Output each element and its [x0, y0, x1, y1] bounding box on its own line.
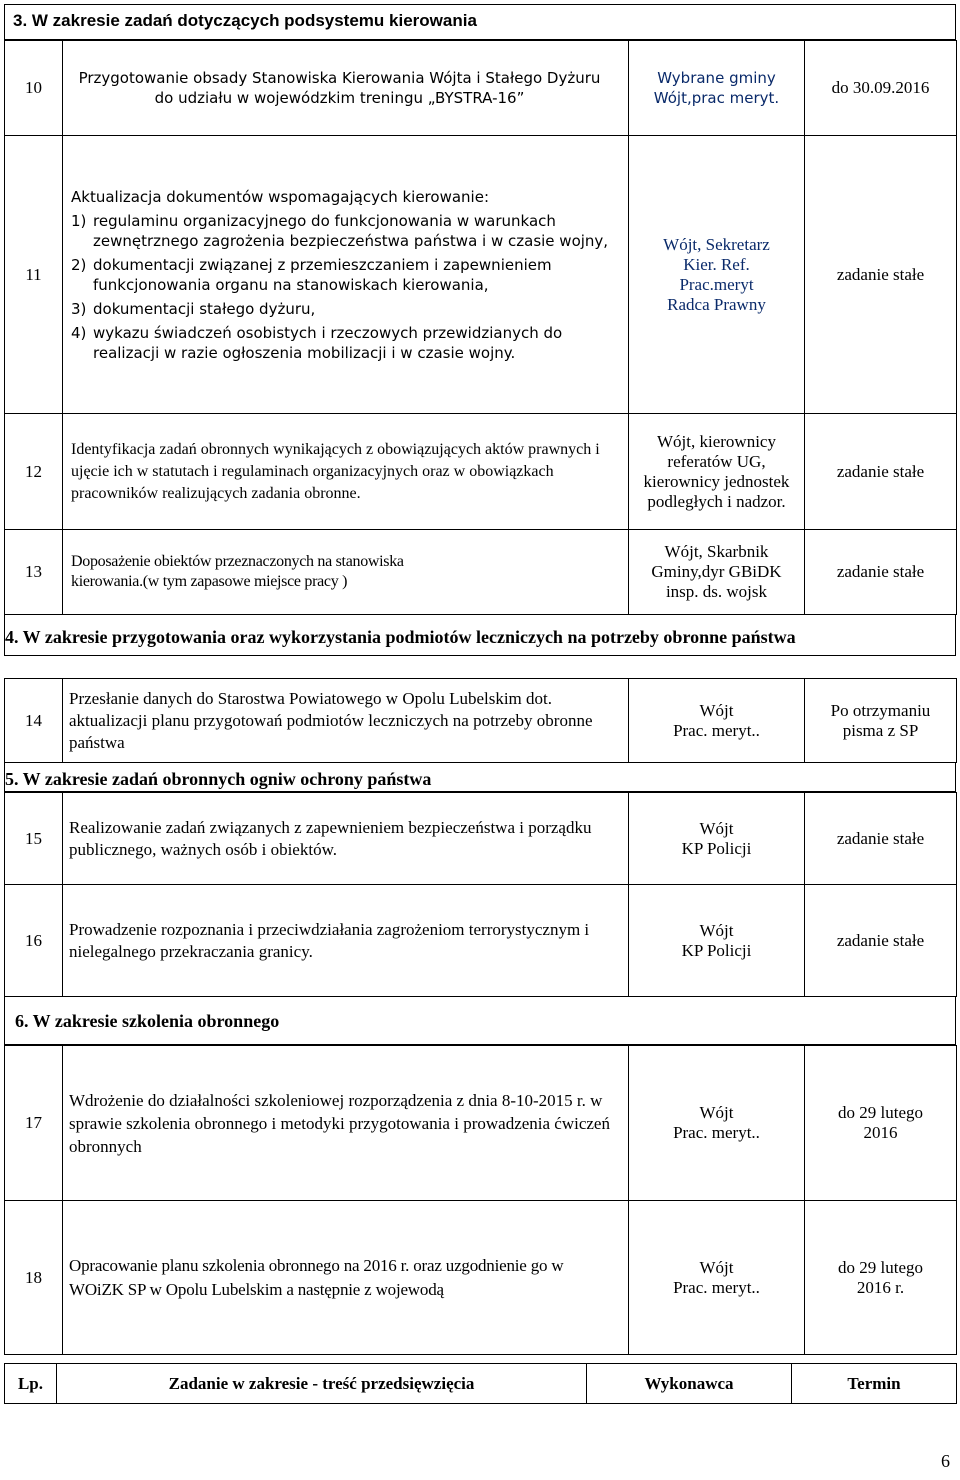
- footer-executor: Wykonawca: [587, 1364, 792, 1404]
- executor-cell: [629, 1046, 805, 1201]
- task-text: Identyfikacja zadań obronnych wynikających z obowiązujących aktów prawnych i ujęcie ich w statutach i regulaminach organizacyjnych oraz w obowiązkach pracowników realizujących zadania obronne.: [63, 414, 629, 530]
- task-text: Prowadzenie rozpoznania i przeciwdziałania zagrożeniom terrorystycznym i nielegalnego przekraczania granicy.: [63, 885, 629, 997]
- section-4-table: [4, 678, 957, 763]
- row-number: 12: [5, 414, 63, 530]
- executor-line: referatów UG,: [667, 451, 766, 471]
- executor-line: Prac. meryt..: [673, 1277, 760, 1297]
- executor-line: Wójt: [699, 1257, 734, 1277]
- executor-line: Wójt, Skarbnik: [664, 542, 769, 561]
- row-number: 11: [5, 136, 63, 414]
- executor-line: Wójt: [699, 1103, 734, 1122]
- list-item: [71, 211, 614, 251]
- table-row-11: [5, 136, 957, 414]
- executor-line: Wójt, Sekretarz: [663, 234, 770, 254]
- term-text: zadanie stałe: [805, 793, 957, 885]
- executor-line: Kier. Ref.: [683, 254, 750, 274]
- section-4-heading: [4, 615, 956, 656]
- item-text: dokumentacji stałego dyżuru,: [93, 299, 316, 318]
- section-6-title: 6. W zakresie szkolenia obronnego: [15, 1011, 280, 1031]
- item-number: 1): [71, 211, 87, 230]
- table-row-12: [5, 414, 957, 530]
- term-text: zadanie stałe: [805, 885, 957, 997]
- executor-line: Radca Prawny: [667, 294, 766, 314]
- section-4-title: 4. W zakresie przygotowania oraz wykorzystania podmiotów leczniczych na potrzeby obronne państwa: [5, 627, 796, 647]
- row-number: 16: [5, 885, 63, 997]
- row-number: 17: [5, 1046, 63, 1201]
- footer-task: Zadanie w zakresie - treść przedsięwzięcia: [57, 1364, 587, 1404]
- row-number: 13: [5, 530, 63, 615]
- footer-term: Termin: [792, 1364, 957, 1404]
- task-text: Wdrożenie do działalności szkoleniowej rozporządzenia z dnia 8-10-2015 r. w sprawie szkolenia obronnego i metodyki przygotowania i prowadzenia ćwiczeń obronnych: [63, 1046, 629, 1201]
- table-row-10: [5, 41, 957, 136]
- row-number: 18: [5, 1201, 63, 1355]
- executor-line: KP Policji: [681, 838, 752, 858]
- executor-cell: [629, 1201, 805, 1355]
- task-text: Przygotowanie obsady Stanowiska Kierowania Wójta i Stałego Dyżuru do udziału w wojewódzkim treningu „BYSTRA-16”: [63, 41, 629, 136]
- term-cell: [805, 1201, 957, 1355]
- executor-line: Gminy,dyr GBiDK: [651, 562, 782, 581]
- executor-line: Prac. meryt..: [673, 1123, 760, 1142]
- section-5-heading: [4, 763, 956, 792]
- list-item: [71, 255, 614, 295]
- item-text: dokumentacji związanej z przemieszczaniem i zapewnieniem funkcjonowania organu na stanowiskach kierowania,: [93, 255, 552, 294]
- task-cell: [63, 136, 629, 414]
- table-row-18: [5, 1201, 957, 1355]
- term-line: do 29 lutego: [838, 1103, 923, 1122]
- section-6-heading: [4, 997, 956, 1045]
- table-row-17: [5, 1046, 957, 1201]
- row-number: 14: [5, 679, 63, 763]
- term-line: pisma z SP: [842, 720, 919, 740]
- table-row-15: [5, 793, 957, 885]
- task-text: Doposażenie obiektów przeznaczonych na stanowiska kierowania.(w tym zapasowe miejsce pracy ): [63, 530, 629, 615]
- section-5-table: [4, 792, 957, 997]
- row-number: 10: [5, 41, 63, 136]
- section-3-table: [4, 40, 957, 615]
- executor-text: Wybrane gminy Wójt,prac meryt.: [629, 41, 805, 136]
- list-item: [71, 299, 614, 319]
- executor-cell: [629, 530, 805, 615]
- term-text: zadanie stałe: [805, 136, 957, 414]
- section-5-title: 5. W zakresie zadań obronnych ogniw ochrony państwa: [5, 769, 432, 789]
- executor-line: Wójt, kierownicy: [657, 431, 776, 451]
- term-line: 2016: [863, 1123, 898, 1142]
- executor-line: podległych i nadzor.: [647, 491, 786, 511]
- term-line: 2016 r.: [856, 1277, 905, 1297]
- executor-cell: [629, 885, 805, 997]
- executor-cell: [629, 679, 805, 763]
- executor-cell: [629, 793, 805, 885]
- term-text: zadanie stałe: [805, 414, 957, 530]
- executor-cell: [629, 136, 805, 414]
- executor-line: Wójt: [699, 700, 734, 720]
- item-text: regulaminu organizacyjnego do funkcjonowania w warunkach zewnętrznego zagrożenia bezpieczeństwa państwa i w czasie wojny,: [93, 211, 609, 250]
- item-number: 2): [71, 255, 87, 274]
- footer-row: [5, 1364, 957, 1404]
- executor-line: KP Policji: [681, 940, 752, 960]
- item-text: wykazu świadczeń osobistych i rzeczowych przewidzianych do realizacji w razie ogłoszenia mobilizacji i w czasie wojny.: [93, 323, 563, 362]
- table-row-13: [5, 530, 957, 615]
- executor-cell: [629, 414, 805, 530]
- section-3-heading: [4, 4, 956, 40]
- section-6-table: [4, 1045, 957, 1355]
- term-text: zadanie stałe: [805, 530, 957, 615]
- list-item: [71, 323, 614, 363]
- executor-line: Wójt: [699, 920, 734, 940]
- task-text: Przesłanie danych do Starostwa Powiatowego w Opolu Lubelskim dot. aktualizacji planu przygotowań podmiotów leczniczych na potrzeby obronne państwa: [63, 679, 629, 763]
- task-intro: Aktualizacja dokumentów wspomagających kierowanie:: [71, 187, 489, 206]
- term-cell: [805, 679, 957, 763]
- footer-header-table: [4, 1363, 957, 1404]
- section-3-title: 3. W zakresie zadań dotyczących podsystemu kierowania: [13, 11, 477, 30]
- table-row-16: [5, 885, 957, 997]
- document-page: [4, 4, 956, 1404]
- term-cell: [805, 1046, 957, 1201]
- term-line: Po otrzymaniu: [830, 700, 931, 720]
- row-number: 15: [5, 793, 63, 885]
- item-number: 4): [71, 323, 87, 342]
- task-text: Opracowanie planu szkolenia obronnego na 2016 r. oraz uzgodnienie go w WOiZK SP w Opolu Lubelskim a następnie z wojewodą: [63, 1201, 629, 1355]
- item-number: 3): [71, 299, 87, 318]
- footer-lp: Lp.: [5, 1364, 57, 1404]
- page-number: 6: [941, 1451, 950, 1471]
- executor-line: Prac.meryt: [679, 274, 754, 294]
- term-text: do 30.09.2016: [805, 41, 957, 136]
- task-text: Realizowanie zadań związanych z zapewnieniem bezpieczeństwa i porządku publicznego, ważnych osób i obiektów.: [63, 793, 629, 885]
- executor-line: kierownicy jednostek: [643, 471, 790, 491]
- table-row-14: [5, 679, 957, 763]
- term-line: do 29 lutego: [838, 1257, 923, 1277]
- executor-line: Prac. meryt..: [673, 720, 760, 740]
- executor-line: insp. ds. wojsk: [665, 582, 768, 601]
- executor-line: Wójt: [699, 818, 734, 838]
